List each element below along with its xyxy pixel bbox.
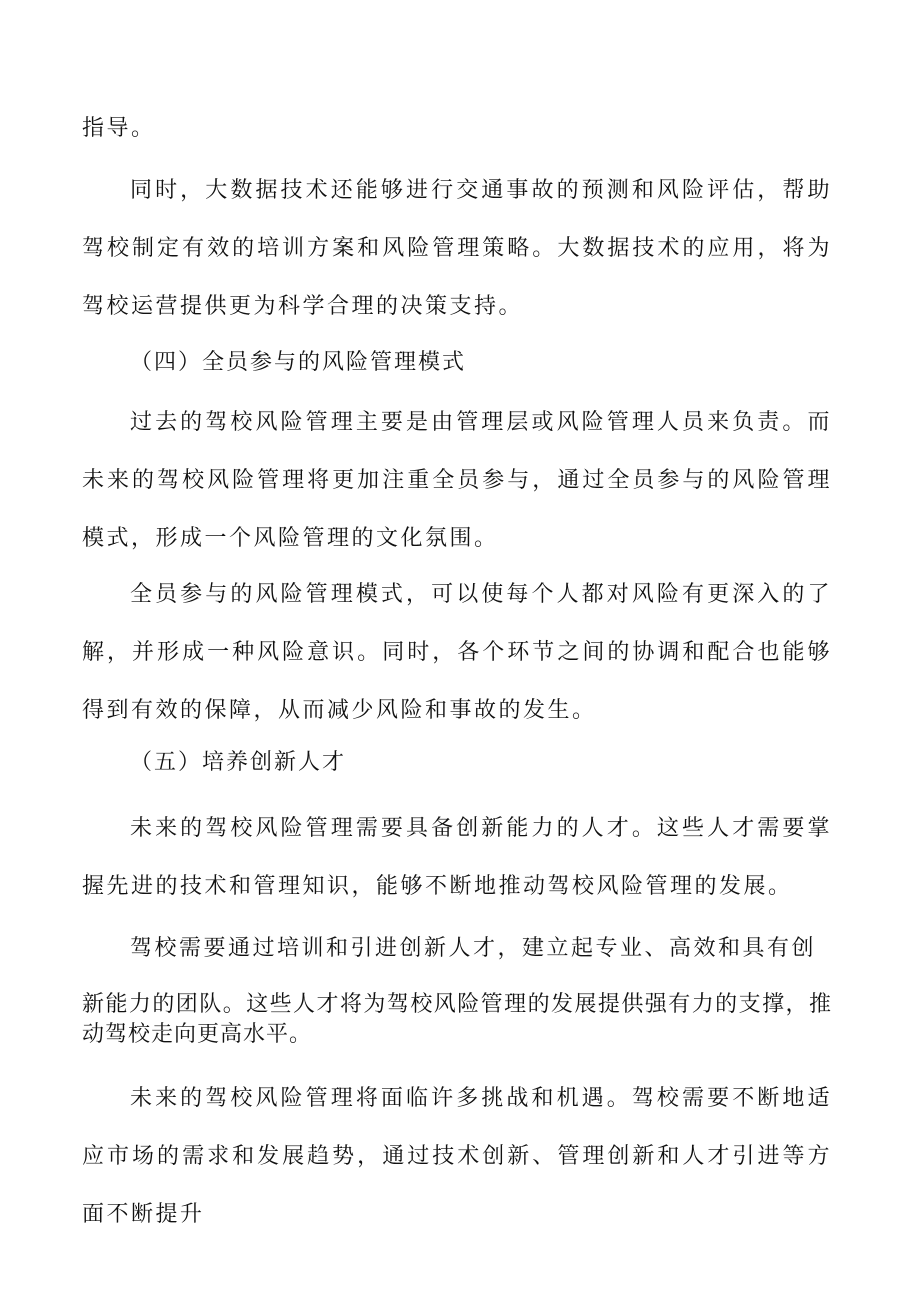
paragraph-big-data-prediction: 同时，大数据技术还能够进行交通事故的预测和风险评估，帮助驾校制定有效的培训方案和风险管理策略。大数据技术的应用，将为驾校运营提供更为科学合理的决策支持。 [82,178,832,319]
section-heading-5: （五）培养创新人才 [130,750,347,775]
paragraph-training-line1: 驾校需要通过培训和引进创新人才，建立起专业、高效和具有创 [130,936,817,961]
paragraph-innovative-talent: 未来的驾校风险管理需要具备创新能力的人才。这些人才需要掌握先进的技术和管理知识，能够不断地推动驾校风险管理的发展。 [82,816,832,899]
paragraph-continuation: 指导。 [82,116,156,141]
paragraph-training-line2: 新能力的团队。这些人才将为驾校风险管理的发展提供强有力的支撑，推动驾校走向更高水平。 [82,992,832,1047]
paragraph-past-risk-management: 过去的驾校风险管理主要是由管理层或风险管理人员来负责。而未来的驾校风险管理将更加注重全员参与，通过全员参与的风险管理模式，形成一个风险管理的文化氛围。 [82,410,832,551]
section-heading-4: （四）全员参与的风险管理模式 [130,350,467,375]
paragraph-challenges: 未来的驾校风险管理将面临许多挑战和机遇。驾校需要不断地适应市场的需求和发展趋势，通过技术创新、管理创新和人才引进等方面不断提升 [82,1086,832,1227]
paragraph-full-participation: 全员参与的风险管理模式，可以使每个人都对风险有更深入的了解，并形成一种风险意识。同时，各个环节之间的协调和配合也能够得到有效的保障，从而减少风险和事故的发生。 [82,582,832,723]
